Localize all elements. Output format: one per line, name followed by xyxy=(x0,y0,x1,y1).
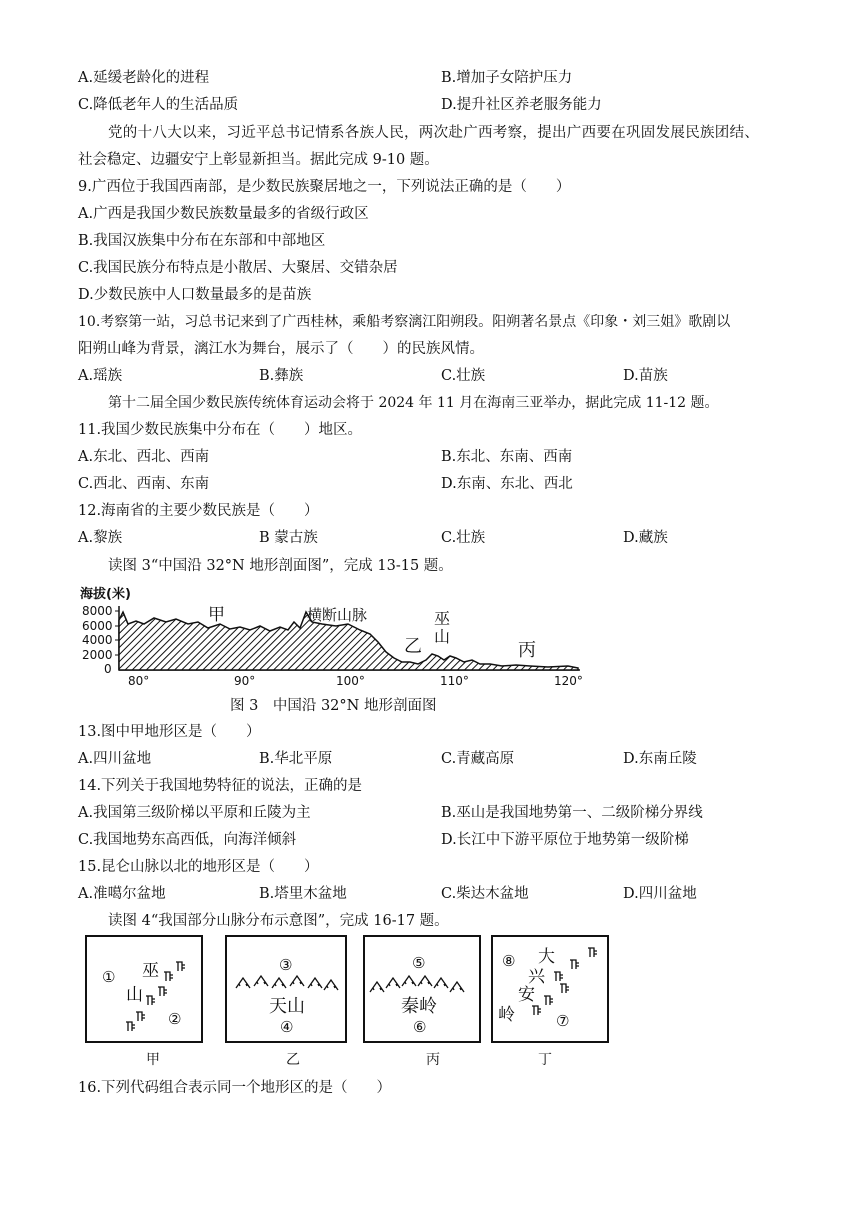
option-13d: D.东南丘陵 xyxy=(623,751,697,767)
option-9a: A.广西是我国少数民族数量最多的省级行政区 xyxy=(78,206,369,222)
option-13b: B.华北平原 xyxy=(259,751,333,767)
option-12d: D.藏族 xyxy=(623,530,668,546)
passage-2: 第十二届全国少数民族传统体育运动会将于 2024 年 11 月在海南三亚举办，据此完成 11-12 题。 xyxy=(108,395,719,411)
passage-1-line-2: 社会稳定、边疆安宁上彰显新担当。据此完成 9-10 题。 xyxy=(78,152,439,168)
char-an: 安 xyxy=(518,985,535,1005)
option-10a: A.瑶族 xyxy=(78,368,123,384)
char-ling: 岭 xyxy=(498,1005,515,1025)
question-14: 14.下列关于我国地势特征的说法，正确的是 xyxy=(78,778,363,794)
option-15d: D.四川盆地 xyxy=(623,886,697,902)
option-14c: C.我国地势东高西低，向海洋倾斜 xyxy=(78,832,297,848)
option-11a: A.东北、西北、西南 xyxy=(78,449,210,465)
num-1: ① xyxy=(102,968,116,986)
y-tick-2000: 2000 xyxy=(82,648,113,662)
y-axis-label: 海拔(米) xyxy=(80,587,131,602)
passage-1-line-1: 党的十八大以来，习近平总书记情系各族人民，两次赴广西考察，提出广西要在巩固发展民族团结、 xyxy=(108,125,760,141)
option-12a: A.黎族 xyxy=(78,530,123,546)
terrain-profile-figure xyxy=(78,582,588,690)
option-11d: D.东南、东北、西北 xyxy=(441,476,573,492)
option-15c: C.柴达木盆地 xyxy=(441,886,529,902)
label-jia: 甲 xyxy=(208,605,225,625)
option-8a: A.延缓老龄化的进程 xyxy=(78,70,210,86)
num-6: ⑥ xyxy=(413,1018,427,1036)
y-tick-4000: 4000 xyxy=(82,633,113,647)
option-15a: A.准噶尔盆地 xyxy=(78,886,166,902)
option-8c: C.降低老年人的生活品质 xyxy=(78,97,239,113)
option-9c: C.我国民族分布特点是小散居、大聚居、交错杂居 xyxy=(78,260,398,276)
question-12: 12.海南省的主要少数民族是（ ） xyxy=(78,503,319,519)
label-wu: 巫 xyxy=(434,609,451,628)
caption-bing: 丙 xyxy=(426,1052,440,1068)
label-yi: 乙 xyxy=(404,636,422,657)
char-wu: 巫 xyxy=(142,961,159,981)
num-7: ⑦ xyxy=(556,1012,570,1030)
option-10b: B.彝族 xyxy=(259,368,304,384)
question-11: 11.我国少数民族集中分布在（ ）地区。 xyxy=(78,422,363,438)
option-8b: B.增加子女陪护压力 xyxy=(441,70,573,86)
option-9b: B.我国汉族集中分布在东部和中部地区 xyxy=(78,233,326,249)
label-qinling: 秦岭 xyxy=(401,996,437,1017)
option-14b: B.巫山是我国地势第一、二级阶梯分界线 xyxy=(441,805,703,821)
num-2: ② xyxy=(168,1010,182,1028)
char-shan: 山 xyxy=(126,985,143,1005)
caption-ding: 丁 xyxy=(538,1052,552,1068)
panel-jia xyxy=(86,936,202,1042)
option-13c: C.青藏高原 xyxy=(441,751,515,767)
question-9: 9.广西位于我国西南部，是少数民族聚居地之一，下列说法正确的是（ ） xyxy=(78,179,571,195)
option-12c: C.壮族 xyxy=(441,530,486,546)
num-5: ⑤ xyxy=(412,954,426,972)
figure-3-caption: 图 3 中国沿 32°N 地形剖面图 xyxy=(230,698,437,714)
question-13: 13.图中甲地形区是（ ） xyxy=(78,724,261,740)
option-10d: D.苗族 xyxy=(623,368,668,384)
num-4: ④ xyxy=(280,1018,294,1036)
x-tick-110: 110° xyxy=(440,674,469,688)
num-3: ③ xyxy=(279,956,293,974)
x-tick-90: 90° xyxy=(234,674,256,688)
question-15: 15.昆仑山脉以北的地形区是（ ） xyxy=(78,859,319,875)
option-10c: C.壮族 xyxy=(441,368,486,384)
char-da: 大 xyxy=(538,947,555,967)
panel-ding xyxy=(492,936,608,1042)
option-15b: B.塔里木盆地 xyxy=(259,886,347,902)
y-tick-8000: 8000 xyxy=(82,604,113,618)
question-16: 16.下列代码组合表示同一个地形区的是（ ） xyxy=(78,1080,392,1096)
option-13a: A.四川盆地 xyxy=(78,751,152,767)
question-10-line-1: 10.考察第一站，习总书记来到了广西桂林，乘船考察漓江阳朔段。阳朔著名景点《印象・刘三姐》歌剧以 xyxy=(78,314,731,330)
x-tick-80: 80° xyxy=(128,674,150,688)
caption-yi: 乙 xyxy=(286,1052,300,1068)
option-8d: D.提升社区养老服务能力 xyxy=(441,97,602,113)
caption-jia: 甲 xyxy=(146,1052,160,1068)
passage-3: 读图 3“中国沿 32°N 地形剖面图”，完成 13-15 题。 xyxy=(108,558,453,574)
x-tick-120: 120° xyxy=(554,674,583,688)
option-9d: D.少数民族中人口数量最多的是苗族 xyxy=(78,287,312,303)
y-tick-6000: 6000 xyxy=(82,619,113,633)
mountain-ranges-figure xyxy=(80,932,620,1072)
label-shan: 山 xyxy=(434,627,451,646)
label-bing: 丙 xyxy=(518,640,536,661)
y-tick-0: 0 xyxy=(104,662,112,676)
label-hengduan: 横断山脉 xyxy=(307,606,368,624)
option-11b: B.东北、东南、西南 xyxy=(441,449,573,465)
num-8: ⑧ xyxy=(502,952,516,970)
passage-4: 读图 4“我国部分山脉分布示意图”，完成 16-17 题。 xyxy=(108,913,449,929)
option-14d: D.长江中下游平原位于地势第一级阶梯 xyxy=(441,832,689,848)
question-10-line-2: 阳朔山峰为背景，漓江水为舞台，展示了（ ）的民族风情。 xyxy=(78,341,484,357)
panel-bing xyxy=(364,936,480,1042)
option-11c: C.西北、西南、东南 xyxy=(78,476,210,492)
char-xing: 兴 xyxy=(528,967,545,987)
option-12b: B 蒙古族 xyxy=(259,530,318,546)
panel-yi xyxy=(226,936,346,1042)
option-14a: A.我国第三级阶梯以平原和丘陵为主 xyxy=(78,805,311,821)
label-tianshan: 天山 xyxy=(269,996,305,1017)
x-tick-100: 100° xyxy=(336,674,365,688)
